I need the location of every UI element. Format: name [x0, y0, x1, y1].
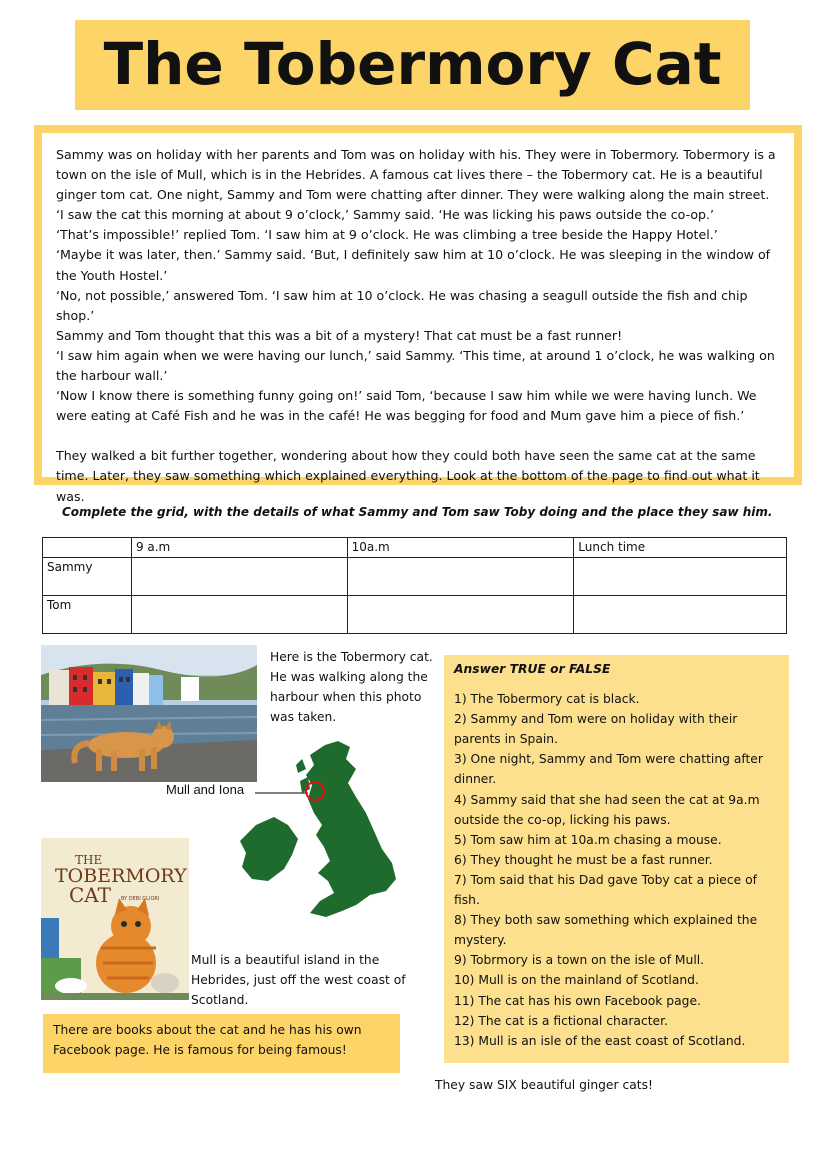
list-item: 10) Mull is on the mainland of Scotland. [454, 973, 699, 988]
list-item: 9) Tobrmory is a town on the isle of Mull. [454, 953, 705, 968]
story-box [34, 125, 802, 504]
grid-row-tom [43, 596, 787, 634]
grid-answer-cell[interactable] [574, 596, 787, 634]
title-banner [75, 20, 750, 110]
grid-header-cell: Lunch time [574, 538, 787, 558]
story-paragraph: Sammy and Tom thought that this was a bit of a mystery! That cat must be a fast runner! [56, 327, 623, 343]
mystery-answer: They saw SIX beautiful ginger cats! [435, 1078, 653, 1092]
grid-answer-cell[interactable] [347, 596, 574, 634]
grid-header-cell: 9 a.m [131, 538, 347, 558]
page-title: The Tobermory Cat [103, 30, 722, 98]
grid-row-sammy [43, 558, 787, 596]
list-item: 6) They thought he must be a fast runner. [454, 852, 713, 867]
grid-answer-cell[interactable] [347, 558, 574, 596]
true-false-title: Answer TRUE or FALSE [454, 662, 611, 676]
true-false-box [444, 655, 789, 1063]
story-paragraph: ‘No, not possible,’ answered Tom. ‘I saw him at 10 o’clock. He was chasing a seagull outside the fish and chip shop.’ [56, 287, 748, 323]
answer-grid [42, 537, 787, 634]
grid-instruction: Complete the grid, with the details of what Sammy and Tom saw Toby doing and the place they saw him. [62, 505, 773, 519]
facebook-note-box: There are books about the cat and he has his own Facebook page. He is famous for being famous! [43, 1014, 400, 1073]
story-paragraph: Sammy was on holiday with her parents and Tom was on holiday with his. They were in Tobermory. Tobermory is a town on the isle of Mull, which is in the Hebrides. A famous cat lives there – the Tobermory cat. He is a beautiful ginger tom cat. One night, Sammy and Tom were chatting after dinner. They were walking along the main street. [56, 147, 776, 203]
list-item: 12) The cat is a fictional character. [454, 1013, 668, 1028]
list-item: 8) They both saw something which explained the mystery. [454, 913, 758, 948]
grid-row-label: Tom [43, 596, 132, 634]
list-item: 7) Tom said that his Dad gave Toby cat a piece of fish. [454, 872, 757, 908]
ireland-shape [240, 817, 298, 881]
great-britain-shape [306, 741, 396, 917]
book-title-line: TOBERMORY [55, 865, 187, 887]
story-paragraph: ‘Now I know there is something funny going on!’ said Tom, ‘because I saw him while we were having lunch. We were eating at Café Fish and he was in the café! He was begging for food and Mum gave him a piece of fish.’ [56, 388, 757, 424]
list-item: 13) Mull is an isle of the east coast of Scotland. [454, 1033, 746, 1048]
book-cover-image [41, 838, 189, 1000]
british-isles-map [160, 735, 420, 945]
list-item: 1) The Tobermory cat is black. [454, 692, 640, 707]
mull-caption: Mull is a beautiful island in the Hebrides, just off the west coast of Scotland. [191, 953, 406, 1007]
list-item: 5) Tom saw him at 10a.m chasing a mouse. [454, 832, 722, 847]
grid-answer-cell[interactable] [574, 558, 787, 596]
map-label-mull: Mull and Iona [166, 782, 245, 797]
story-paragraph: ‘I saw the cat this morning at about 9 o’clock,’ Sammy said. ‘He was licking his paws outside the co-op.’ [56, 207, 715, 223]
list-item: 2) Sammy and Tom were on holiday with their parents in Spain. [454, 712, 738, 747]
grid-answer-cell[interactable] [131, 596, 347, 634]
story-closing: They walked a bit further together, wondering about how they could both have seen the same cat at the same time. Later, they saw something which explained everything. Look at the bottom of the page to find out what it was. [56, 448, 760, 504]
story-paragraph: ‘That’s impossible!’ replied Tom. ‘I saw him at 9 o’clock. He was climbing a tree beside the Happy Hotel.’ [56, 227, 718, 243]
book-title-line: THE [75, 853, 103, 867]
book-title-line: CAT [69, 883, 111, 907]
photo-caption: Here is the Tobermory cat. He was walking along the harbour when this photo was taken. [270, 650, 433, 724]
list-item: 4) Sammy said that she had seen the cat at 9a.m outside the co-op, licking his paws. [454, 792, 760, 827]
story-paragraph: ‘I saw him again when we were having our lunch,’ said Sammy. ‘This time, at around 1 o’clock, he was walking on the harbour wall.’ [56, 347, 775, 384]
grid-row-label: Sammy [43, 558, 132, 596]
grid-header-cell [43, 538, 132, 558]
list-item: 11) The cat has his own Facebook page. [454, 993, 701, 1008]
book-author: BY DEBI GLIORI [121, 896, 160, 902]
grid-header-row [43, 538, 787, 558]
list-item: 3) One night, Sammy and Tom were chatting after dinner. [454, 752, 763, 787]
grid-header-cell: 10a.m [347, 538, 574, 558]
grid-answer-cell[interactable] [131, 558, 347, 596]
true-false-list [454, 689, 779, 1051]
story-paragraph: ‘Maybe it was later, then.’ Sammy said. ‘But, I definitely saw him at 10 o’clock. He was sleeping in the window of the Youth Hostel.’ [56, 247, 771, 283]
